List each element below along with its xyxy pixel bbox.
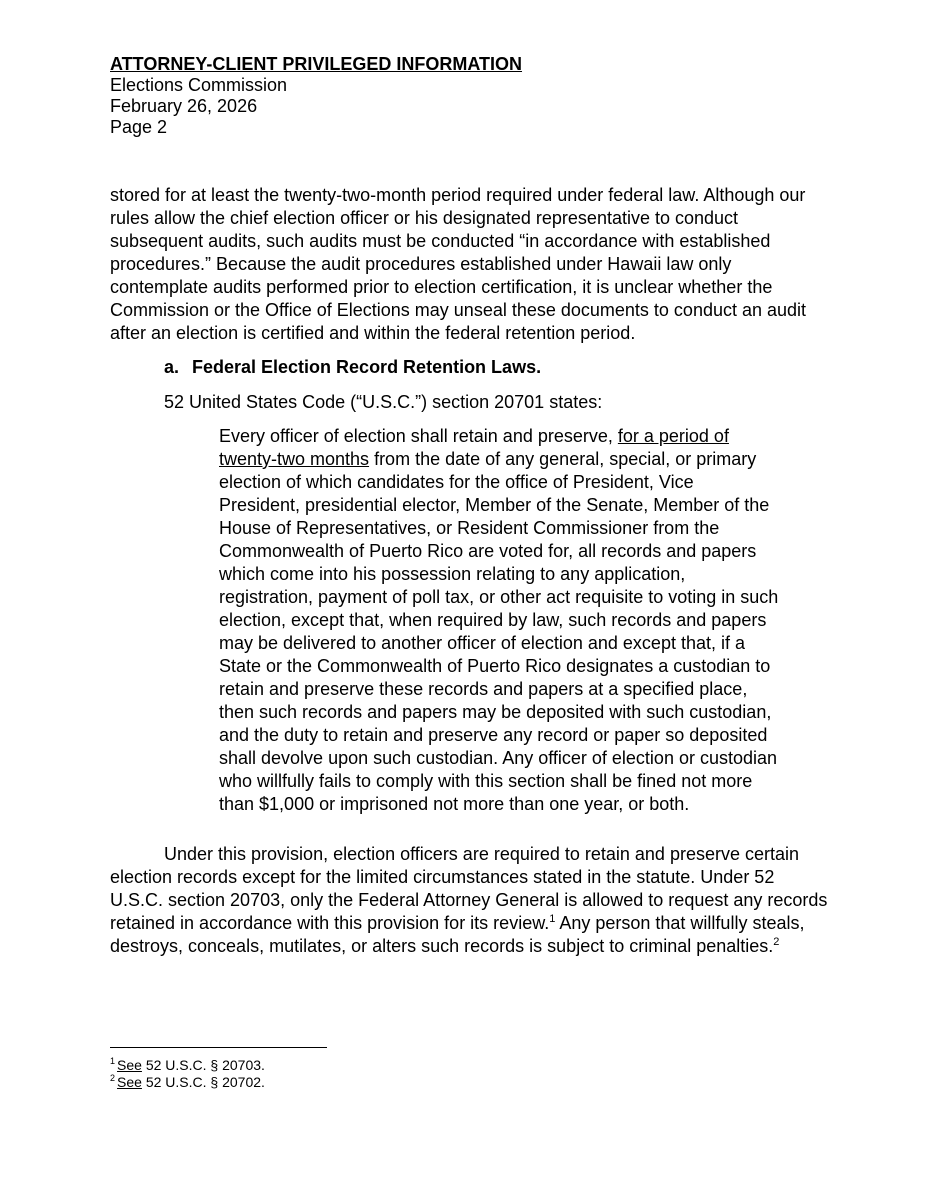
- privileged-notice: ATTORNEY-CLIENT PRIVILEGED INFORMATION: [110, 54, 523, 74]
- letter-header: [110, 54, 522, 138]
- quote-rest: from the date of any general, special, or primary election of which candidates for the office of President, Vice President, presidential elector, Member of the Senate, Member of the House of Representatives, or Resident Commissioner from the Commonwealth of Puerto Rico are voted for, all records and papers which come into his possession relating to any application, registration, payment of poll tax, or other act requisite to voting in such election, except that, when required by law, such records and papers may be delivered to another officer of election and except that, if a State or the Commonwealth of Puerto Rico designates a custodian to retain and preserve these records and papers at a specified place, then such records and papers may be deposited with such custodian, and the duty to retain and preserve any record or paper so deposited shall devolve upon such custodian. Any officer of election or custodian who willfully fails to comply with this section shall be fined not more than $1,000 or imprisoned not more than one year, or both.: [219, 449, 779, 814]
- section-title: Federal Election Record Retention Laws.: [192, 357, 542, 377]
- footnote-2-citation: 52 U.S.C. § 20702.: [141, 1074, 265, 1090]
- quote-lead: Every officer of election shall retain and preserve,: [219, 426, 618, 446]
- footnote-2: [110, 1074, 265, 1091]
- quote-underlined-text: for a period of twenty-two months: [219, 426, 729, 469]
- footnote-divider: [110, 1047, 327, 1048]
- paragraph2-part2: Any person that willfully steals, destroys, conceals, mutilates, or alters such records is subject to criminal penalties.: [110, 913, 805, 956]
- footnote-2-number: 2: [110, 1073, 116, 1084]
- footnote-ref-1[interactable]: 1: [549, 913, 556, 925]
- page-number: Page 2: [110, 117, 168, 137]
- paragraph2-part1: Under this provision, election officers are required to retain and preserve certain election records except for the limited circumstances stated in the statute. Under 52 U.S.C. section 20703, only the Federal Attorney General is allowed to request any records retained in accordance with this provision for its review.: [110, 844, 828, 933]
- section-heading: [164, 356, 541, 379]
- statute-block-quote: [219, 425, 779, 816]
- footnote-1-citation: 52 U.S.C. § 20703.: [141, 1057, 265, 1073]
- body-paragraph-1: stored for at least the twenty-two-month period required under federal law. Although our rules allow the chief election officer or his designated representative to conduct subsequent audits, such audits must be conducted “in accordance with established procedures.” Because the audit procedures established under Hawaii law only contemplate audits performed prior to election certification, it is unclear whether the Commission or the Office of Elections may unseal these documents to conduct an audit after an election is certified and within the federal retention period.: [110, 185, 807, 343]
- footnote-1-see: See: [117, 1057, 142, 1073]
- footnote-2-see: See: [117, 1074, 142, 1090]
- recipient-line: Elections Commission: [110, 75, 288, 95]
- statute-intro: 52 United States Code (“U.S.C.”) section 20701 states:: [164, 392, 603, 412]
- body-paragraph-2: [110, 843, 830, 958]
- date-line: February 26, 2026: [110, 96, 258, 116]
- footnotes: [110, 1057, 265, 1091]
- footnote-ref-2[interactable]: 2: [773, 936, 780, 948]
- section-letter: a.: [164, 357, 180, 377]
- footnote-1: [110, 1057, 265, 1074]
- footnote-1-number: 1: [110, 1056, 116, 1067]
